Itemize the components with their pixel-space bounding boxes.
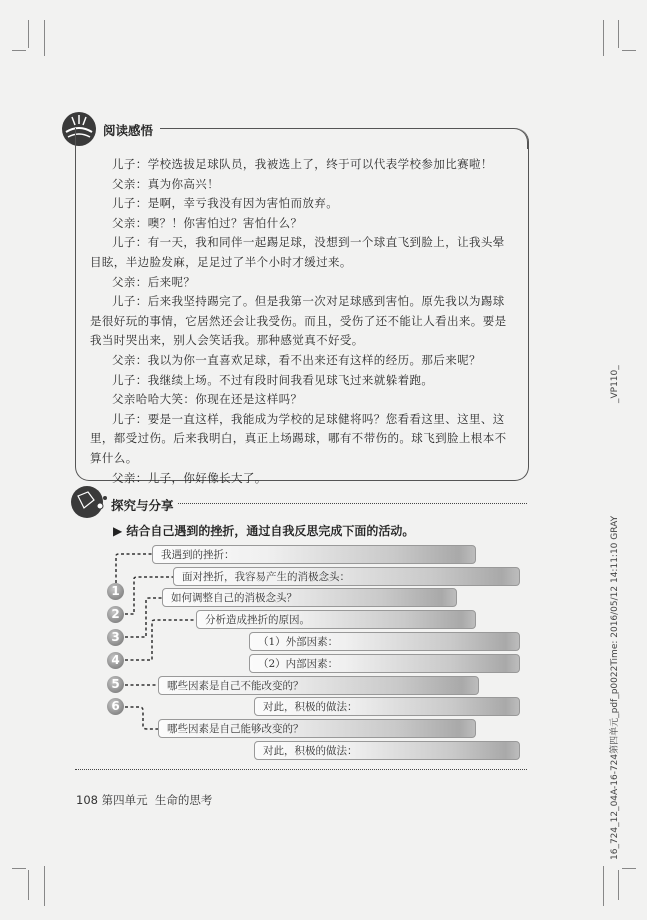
prompt-box[interactable]: [173, 567, 520, 586]
dialogue-line: 父亲：真为你高兴！: [112, 176, 220, 191]
dialogue-line: 是很好玩的事情，它居然还会让我受伤。而且，受伤了还不能让人看出来。要是: [90, 313, 507, 328]
prompt-label: 哪些因素是自己不能改变的？: [167, 680, 304, 692]
prompt-label: （1）外部因素：: [258, 636, 339, 648]
explore-section-title: 探究与分享: [111, 498, 174, 513]
prompt-box[interactable]: [254, 697, 520, 716]
prompt-label: 对此，积极的做法：: [263, 745, 358, 757]
chapter-label: 生命的思考: [154, 793, 213, 807]
dialogue-line: 目眩，半边脸发麻，足足过了半个小时才缓过来。: [90, 255, 352, 269]
step-number-3: 3: [107, 629, 124, 646]
prompt-box[interactable]: [162, 588, 457, 607]
dialogue-line: 儿子：后来我坚持踢完了。但是我第一次对足球感到害怕。原先我以为踢球: [112, 294, 505, 309]
step-number-4: 4: [107, 652, 124, 669]
dialogue-line: 父亲：噢？！你害怕过？害怕什么？: [112, 215, 303, 230]
print-gray-label: GRAY: [610, 515, 620, 540]
dialogue-line: 儿子：有一天，我和同伴一起踢足球，没想到一个球直飞到脸上，让我头晕: [112, 235, 505, 250]
play-icon: ▶: [113, 524, 123, 538]
dialogue-line: 儿子：要是一直这样，我能成为学校的足球健将吗？您看看这里、这里、这: [112, 411, 505, 426]
dialogue-line: 儿子：我继续上场。不过有段时间我看见球飞过来就躲着跑。: [112, 372, 434, 387]
prompt-label: 分析造成挫折的原因。: [205, 614, 310, 626]
unit-label: 第四单元: [101, 793, 148, 807]
dialogue-line: 父亲：后来呢？: [112, 274, 196, 289]
prompt-label: 我遇到的挫折：: [161, 549, 235, 561]
dialogue-line: 父亲哈哈大笑：你现在还是这样吗？: [112, 392, 303, 407]
reading-section-title: 阅读感悟: [103, 123, 154, 138]
prompt-label: （2）内部因素：: [258, 658, 339, 670]
dialogue-line: 儿子：是啊，幸亏我没有因为害怕而放弃。: [112, 196, 339, 211]
prompt-label: 对此，积极的做法：: [263, 701, 358, 713]
print-info: [607, 365, 620, 860]
page-number: 108: [76, 793, 98, 807]
step-number-2: 2: [107, 606, 124, 623]
print-info-text: 16_724_12_04A-16-724第四单元_pdf_p0022Time: 2016/05/12 14:11:10: [610, 542, 620, 860]
prompt-box[interactable]: [249, 654, 520, 673]
prompt-label: 哪些因素是自己能够改变的？: [167, 723, 304, 735]
dialogue-line: 算什么。: [90, 451, 138, 465]
prompt-box[interactable]: [249, 632, 520, 651]
page-footer: [76, 792, 212, 808]
prompt-label: 如何调整自己的消极念头？: [171, 592, 297, 604]
dialogue-line: 我当时哭出来，别人会笑话我。那种感觉真不好受。: [90, 333, 364, 348]
step-number-1: 1: [107, 583, 124, 600]
prompt-box[interactable]: [152, 545, 476, 564]
prompt-box[interactable]: [196, 610, 476, 629]
print-code: _VP110_: [610, 365, 620, 404]
prompt-box[interactable]: [158, 676, 479, 695]
prompt-box[interactable]: [158, 719, 476, 738]
instruction-text: 结合自己遇到的挫折，通过自我反思完成下面的活动。: [126, 524, 415, 538]
step-number-6: 6: [107, 698, 124, 715]
prompt-label: 面对挫折，我容易产生的消极念头：: [182, 571, 350, 583]
dialogue-line: 父亲：儿子，你好像长大了。: [112, 470, 267, 485]
dialogue-line: 儿子：学校选拔足球队员，我被选上了，终于可以代表学校参加比赛啦！: [112, 157, 493, 171]
step-number-5: 5: [107, 676, 124, 693]
divider: [75, 769, 527, 770]
dialogue-line: 父亲：我以为你一直喜欢足球，看不出来还有这样的经历。那后来呢？: [112, 353, 481, 367]
prompt-box[interactable]: [254, 741, 520, 760]
dialogue-line: 里，都受过伤。后来我明白，真正上场踢球，哪有不带伤的。球飞到脸上根本不: [90, 431, 507, 446]
